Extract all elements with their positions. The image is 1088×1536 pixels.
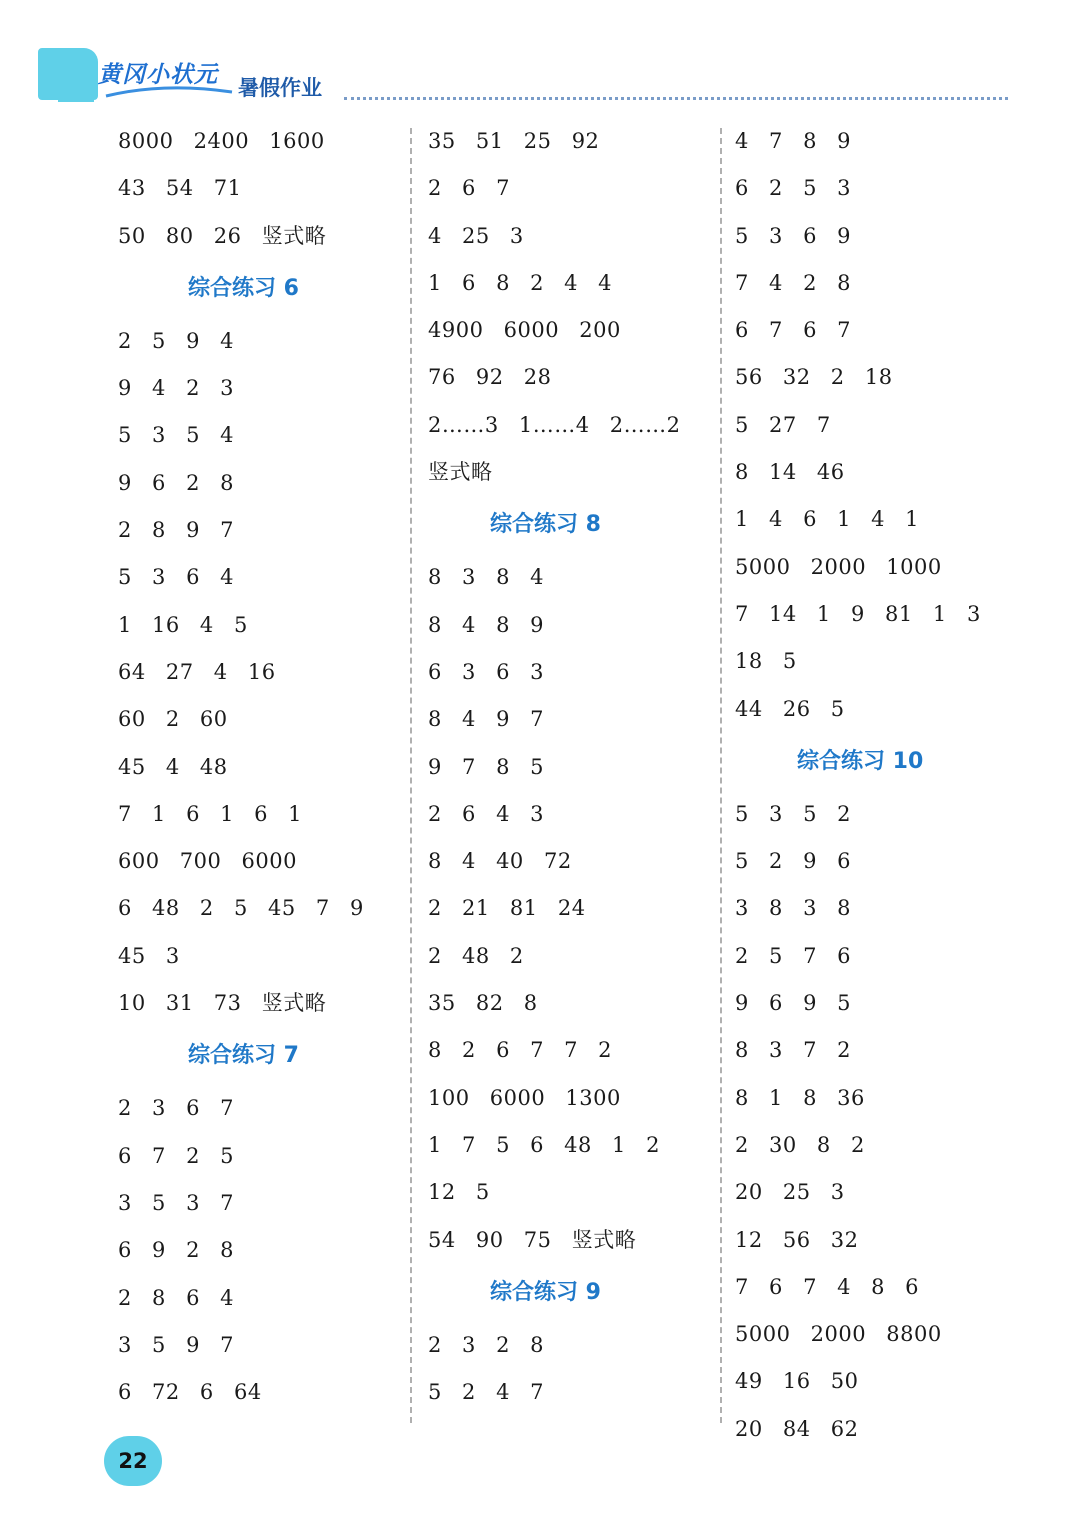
answer-row: 12 56 32 (735, 1227, 859, 1252)
answer-row: 5 3 5 2 (735, 801, 851, 826)
answer-row: 6 9 2 8 (118, 1238, 234, 1263)
answer-row: 2 5 7 6 (735, 943, 851, 968)
answer-row: 7 6 7 4 8 6 (735, 1274, 920, 1299)
answer-row: 8 2 6 7 7 2 (428, 1038, 613, 1063)
answer-row: 5 3 6 4 (118, 565, 234, 590)
answer-row: 49 16 50 (735, 1369, 859, 1394)
answer-row: 5 2 4 7 (428, 1380, 544, 1405)
swoosh-icon (104, 84, 234, 100)
answer-row: 20 25 3 (735, 1180, 845, 1205)
answer-row: 45 3 (118, 943, 180, 968)
answer-row: 8 4 40 72 (428, 849, 572, 874)
answer-row: 76 92 28 (428, 365, 552, 390)
page-header (0, 0, 1088, 115)
answer-row: 6 72 6 64 (118, 1380, 262, 1405)
answer-row: 56 32 2 18 (735, 365, 893, 390)
answer-row: 35 51 25 92 (428, 129, 600, 153)
answer-row: 6 3 6 3 (428, 659, 544, 684)
section-title: 综合练习 6 (188, 275, 299, 301)
column-divider-2 (720, 128, 722, 1423)
answer-row: 1 7 5 6 48 1 2 (428, 1132, 660, 1157)
answer-row: 8 3 8 4 (428, 565, 544, 590)
answer-row: 12 5 (428, 1180, 490, 1205)
answer-row: 1 4 6 1 4 1 (735, 507, 920, 532)
answer-row: 2 30 8 2 (735, 1132, 865, 1157)
answer-row: 9 4 2 3 (118, 376, 234, 401)
answer-row: 8 4 9 7 (428, 707, 544, 732)
answer-row: 60 2 60 (118, 707, 228, 732)
answer-row: 54 90 75 竖式略 (428, 1227, 637, 1252)
answer-row: 20 84 62 (735, 1416, 859, 1441)
section-title: 综合练习 10 (797, 748, 924, 774)
answer-row: 2 6 4 3 (428, 801, 544, 826)
brand-logo: 黄冈小状元 (98, 62, 218, 88)
answer-row: 2 48 2 (428, 943, 524, 968)
answer-row: 3 5 9 7 (118, 1332, 234, 1357)
answer-row: 6 7 2 5 (118, 1143, 234, 1168)
answer-row: 9 6 2 8 (118, 470, 234, 495)
answer-row: 2 3 2 8 (428, 1332, 544, 1357)
answer-row: 1 16 4 5 (118, 612, 248, 637)
answer-row: 5 2 9 6 (735, 849, 851, 874)
answer-row: 4900 6000 200 (428, 318, 621, 343)
answer-row: 4 7 8 9 (735, 129, 851, 153)
answer-row: 5000 2000 8800 (735, 1322, 942, 1347)
answer-row: 5 27 7 (735, 412, 831, 437)
column-divider-1 (410, 128, 412, 1423)
answer-row: 5 3 5 4 (118, 423, 234, 448)
answer-row: 2 21 81 24 (428, 896, 586, 921)
answer-row: 5000 2000 1000 (735, 554, 942, 579)
answer-row: 3 5 3 7 (118, 1190, 234, 1215)
answer-row: 64 27 4 16 (118, 659, 276, 684)
answer-row: 7 1 6 1 6 1 (118, 801, 303, 826)
page-number: 22 (104, 1436, 162, 1486)
answer-row: 6 48 2 5 45 7 9 (118, 896, 364, 921)
answer-row: 8000 2400 1600 (118, 129, 325, 153)
series-title: 暑假作业 (238, 76, 322, 100)
answer-row: 2 3 6 7 (118, 1096, 234, 1121)
answer-row: 6 2 5 3 (735, 176, 851, 201)
answer-row: 100 6000 1300 (428, 1085, 621, 1110)
answer-column-2 (428, 118, 713, 1416)
section-title: 综合练习 7 (188, 1043, 299, 1069)
answer-row: 4 25 3 (428, 223, 524, 248)
answer-row: 2 6 7 (428, 176, 510, 201)
answer-row: 竖式略 (428, 460, 493, 485)
section-title: 综合练习 8 (490, 512, 601, 538)
answer-row: 2 5 9 4 (118, 328, 234, 353)
answer-row: 8 1 8 36 (735, 1085, 865, 1110)
answer-row: 7 14 1 9 81 1 3 (735, 601, 981, 626)
answer-row: 43 54 71 (118, 176, 242, 201)
answer-column-3 (735, 118, 1035, 1453)
answer-row: 44 26 5 (735, 696, 845, 721)
logo-block-tab (58, 82, 94, 102)
answer-row: 8 4 8 9 (428, 612, 544, 637)
answer-row: 18 5 (735, 649, 797, 674)
answer-row: 3 8 3 8 (735, 896, 851, 921)
answer-row: 9 7 8 5 (428, 754, 544, 779)
answer-row: 35 82 8 (428, 991, 538, 1016)
answer-row: 2……3 1……4 2……2 (428, 412, 681, 437)
answer-row: 8 3 7 2 (735, 1038, 851, 1063)
answer-row: 2 8 9 7 (118, 518, 234, 543)
answer-row: 8 14 46 (735, 460, 845, 485)
answer-row: 6 7 6 7 (735, 318, 851, 343)
header-dotted-rule (344, 97, 1008, 100)
answer-column-1 (118, 118, 398, 1416)
answer-row: 1 6 8 2 4 4 (428, 270, 613, 295)
answer-row: 5 3 6 9 (735, 223, 851, 248)
answer-row: 45 4 48 (118, 754, 228, 779)
answer-row: 10 31 73 竖式略 (118, 991, 327, 1016)
answer-row: 600 700 6000 (118, 849, 297, 874)
section-title: 综合练习 9 (490, 1279, 601, 1305)
answer-row: 50 80 26 竖式略 (118, 223, 327, 248)
answer-row: 7 4 2 8 (735, 270, 851, 295)
answer-row: 9 6 9 5 (735, 991, 851, 1016)
answer-row: 2 8 6 4 (118, 1285, 234, 1310)
